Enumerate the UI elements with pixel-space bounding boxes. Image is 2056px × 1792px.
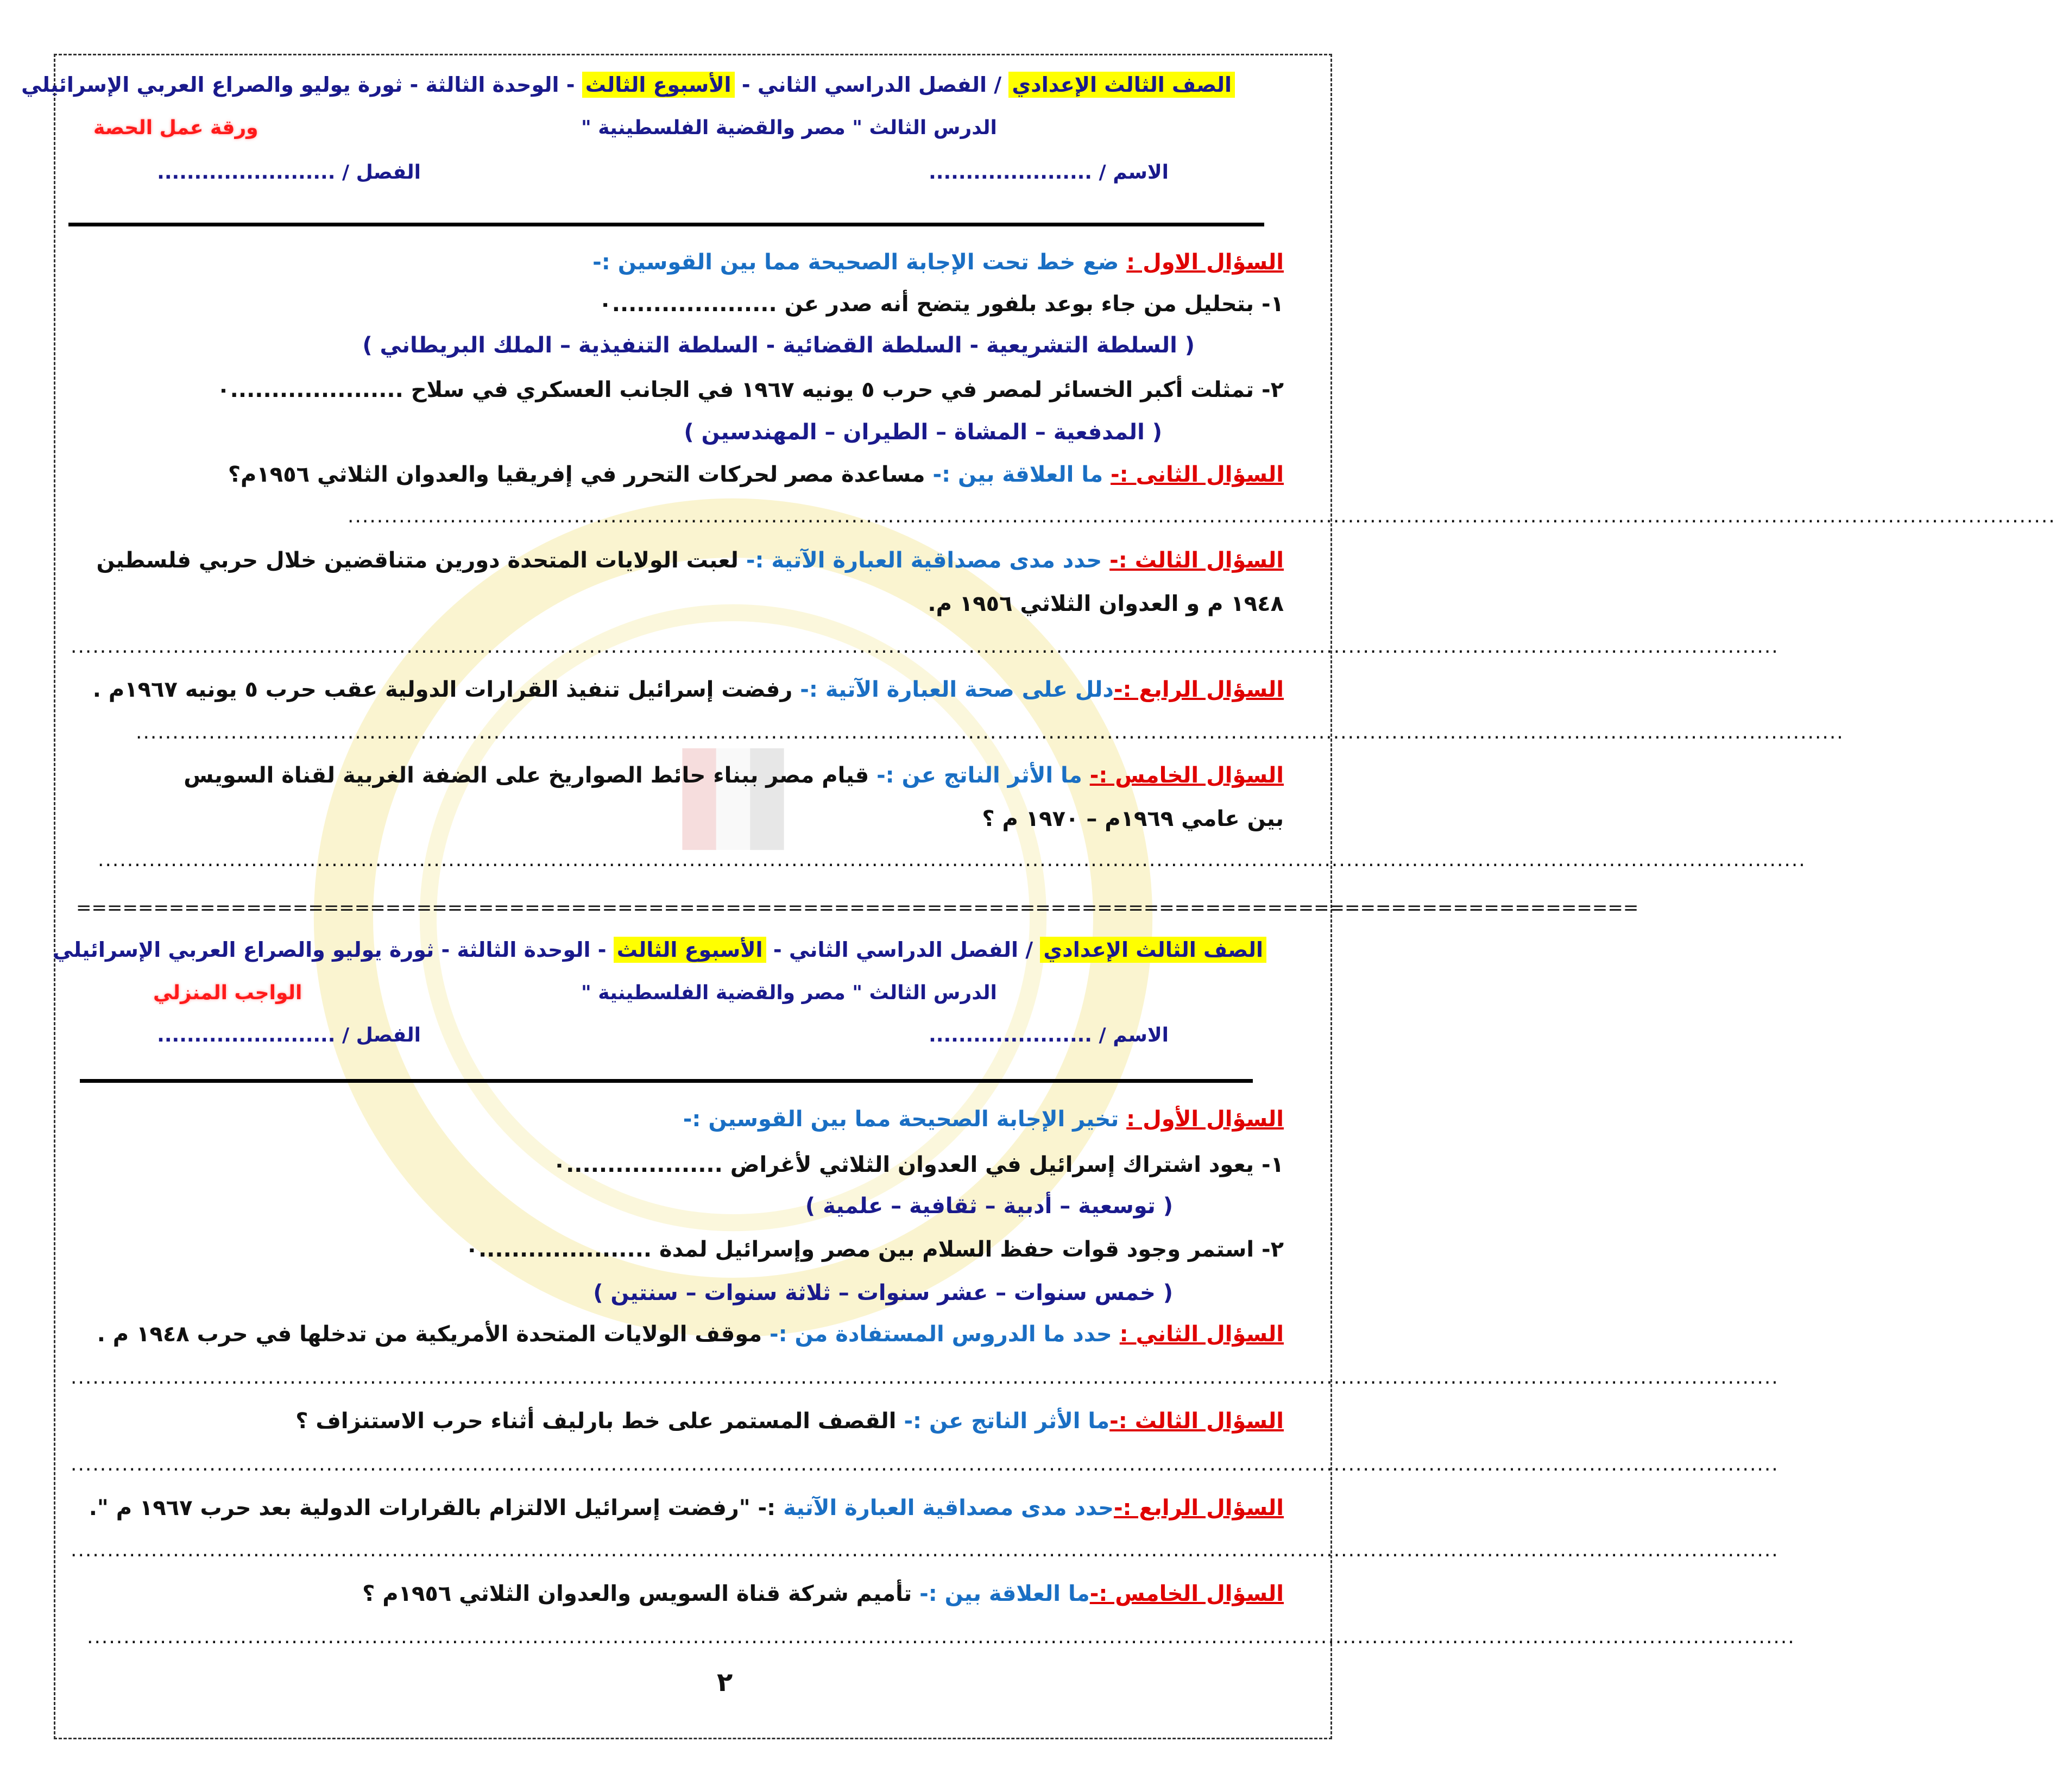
cw-q2 bbox=[228, 458, 1284, 491]
answer-line[interactable]: .......................................................................................................................................................................................................................................... bbox=[71, 1539, 1779, 1561]
q-instruction: ما الأثر الناتج عن :- bbox=[904, 1409, 1110, 1434]
answer-line[interactable]: .......................................................................................................................................................................................................................................... bbox=[71, 1453, 1779, 1475]
q-label: السؤال الاول : bbox=[1126, 250, 1284, 275]
q-label: السؤال الثانى :- bbox=[1111, 462, 1284, 487]
q-label: السؤال الرابع :- bbox=[1113, 677, 1284, 702]
grade-highlight: الصف الثالث الإعدادي bbox=[1040, 937, 1266, 963]
class-label: الفصل / bbox=[342, 161, 421, 184]
name-field[interactable] bbox=[929, 1019, 1169, 1052]
divider bbox=[68, 223, 1264, 226]
answer-line[interactable]: .......................................................................................................................................................................................................................................... bbox=[98, 849, 1806, 871]
class-field[interactable] bbox=[157, 156, 421, 189]
q-instruction: حدد مدى مصداقية العبارة الآتية bbox=[783, 1496, 1114, 1520]
unit: - الوحدة الثالثة - ثورة يوليو والصراع العربي الإسرائيلي bbox=[21, 73, 575, 97]
q-label: السؤال الأول : bbox=[1126, 1107, 1284, 1132]
homework-tag: الواجب المنزلي bbox=[153, 982, 302, 1004]
cw-q1-item-1-options[interactable]: ( السلطة التشريعية - السلطة القضائية - السلطة التنفيذية – الملك البريطاني ) bbox=[362, 333, 1195, 358]
cw-q5-cont: بين عامي ١٩٦٩م – ١٩٧٠ م ؟ bbox=[982, 806, 1284, 831]
answer-line[interactable]: .......................................................................................................................................................................................................................................... bbox=[87, 1626, 1795, 1648]
hw-q4 bbox=[89, 1492, 1284, 1524]
cw-q1-heading bbox=[592, 246, 1284, 279]
class-blank: ........................ bbox=[157, 1024, 336, 1046]
answer-line[interactable]: .......................................................................................................................................................................................................................................... bbox=[348, 505, 2056, 527]
name-blank: ...................... bbox=[929, 1024, 1092, 1046]
q-instruction: ما العلاقة بين :- bbox=[932, 462, 1103, 487]
class-field[interactable] bbox=[157, 1019, 421, 1052]
class-blank: ........................ bbox=[157, 161, 336, 184]
cw-q1-item-2: ٢- تمثلت أكبر الخسائر لمصر في حرب ٥ يونيه ١٩٦٧ في الجانب العسكري في سلاح .....................٠ bbox=[217, 377, 1284, 402]
term: / الفصل الدراسي الثاني - bbox=[741, 73, 1002, 97]
q-label: السؤال الرابع :- bbox=[1113, 1496, 1284, 1520]
q-text: رفضت إسرائيل تنفيذ القرارات الدولية عقب حرب ٥ يونيه ١٩٦٧م . bbox=[92, 677, 800, 702]
q-instruction: تخير الإجابة الصحيحة مما بين القوسين :- bbox=[683, 1107, 1119, 1132]
hw-q1-item-1: ١- يعود اشتراك إسرائيل في العدوان الثلاثي لأغراض ...................٠ bbox=[552, 1152, 1284, 1177]
q-instruction: حدد مدى مصداقية العبارة الآتية :- bbox=[746, 548, 1110, 573]
cw-q4 bbox=[93, 673, 1284, 706]
section-separator: ===================================================================================================== bbox=[76, 897, 1639, 919]
q-text: لعبت الولايات المتحدة دورين متناقضين خلال حربي فلسطين bbox=[96, 548, 746, 573]
answer-line[interactable]: .......................................................................................................................................................................................................................................... bbox=[71, 1366, 1779, 1389]
unit: - الوحدة الثالثة - ثورة يوليو والصراع العربي الإسرائيلي bbox=[53, 938, 607, 962]
q-text: القصف المستمر على خط بارليف أثناء حرب الاستنزاف ؟ bbox=[295, 1409, 904, 1434]
q-text: قيام مصر ببناء حائط الصواريخ على الضفة الغربية لقناة السويس bbox=[184, 763, 877, 788]
week-highlight: الأسبوع الثالث bbox=[582, 72, 735, 98]
cw-q5 bbox=[184, 759, 1284, 792]
q-instruction: ضع خط تحت الإجابة الصحيحة مما بين القوسين :- bbox=[592, 250, 1119, 275]
classwork-tag: ورقة عمل الحصة bbox=[93, 117, 258, 139]
cw-q3 bbox=[96, 544, 1284, 577]
cw-q1-item-2-options[interactable]: ( المدفعية – المشاة – الطيران – المهندسين ) bbox=[684, 420, 1162, 445]
header-line bbox=[21, 68, 1235, 101]
cw-q1-item-1: ١- بتحليل من جاء بوعد بلفور يتضح أنه صدر عن ....................٠ bbox=[598, 292, 1284, 317]
hw-q1-heading bbox=[683, 1103, 1284, 1135]
hw-q2 bbox=[97, 1318, 1284, 1351]
divider bbox=[80, 1079, 1253, 1083]
name-blank: ...................... bbox=[929, 161, 1092, 184]
q-text: موقف الولايات المتحدة الأمريكية من تدخلها في حرب ١٩٤٨ م . bbox=[97, 1322, 770, 1347]
cw-q3-cont: ١٩٤٨ م و العدوان الثلاثي ١٩٥٦ م. bbox=[928, 591, 1284, 616]
week-highlight: الأسبوع الثالث bbox=[614, 937, 766, 963]
q-label: السؤال الثاني : bbox=[1119, 1322, 1284, 1347]
q-instruction: ما الأثر الناتج عن :- bbox=[876, 763, 1082, 788]
q-text: تأميم شركة قناة السويس والعدوان الثلاثي ١٩٥٦م ؟ bbox=[362, 1581, 920, 1606]
q-label: السؤال الخامس :- bbox=[1089, 763, 1284, 788]
class-label: الفصل / bbox=[342, 1024, 421, 1046]
q-instruction: ما العلاقة بين :- bbox=[919, 1581, 1090, 1606]
hw-q1-item-2-options[interactable]: ( خمس سنوات – عشر سنوات – ثلاثة سنوات – سنتين ) bbox=[593, 1280, 1173, 1305]
page-number: ٢ bbox=[717, 1667, 733, 1698]
hw-q3 bbox=[295, 1405, 1284, 1437]
term: / الفصل الدراسي الثاني - bbox=[773, 938, 1033, 962]
q-instruction: حدد ما الدروس المستفادة من :- bbox=[770, 1322, 1112, 1347]
q-text: مساعدة مصر لحركات التحرر في إفريقيا والعدوان الثلاثي ١٩٥٦م؟ bbox=[228, 462, 933, 487]
header-line bbox=[53, 933, 1266, 966]
lesson-title: الدرس الثالث " مصر والقضية الفلسطينية " bbox=[581, 982, 997, 1004]
q-label: السؤال الثالث :- bbox=[1109, 1409, 1284, 1434]
grade-highlight: الصف الثالث الإعدادي bbox=[1008, 72, 1235, 98]
answer-line[interactable]: .......................................................................................................................................................................................................................................... bbox=[136, 721, 1844, 743]
hw-q5 bbox=[362, 1578, 1284, 1610]
q-label: السؤال الثالث :- bbox=[1109, 548, 1284, 573]
answer-line[interactable]: .......................................................................................................................................................................................................................................... bbox=[71, 635, 1779, 658]
q-text: :- "رفضت إسرائيل الالتزام بالقرارات الدولية بعد حرب ١٩٦٧ م ". bbox=[89, 1496, 784, 1520]
name-field[interactable] bbox=[929, 156, 1169, 189]
name-label: الاسم / bbox=[1099, 1024, 1169, 1046]
lesson-title: الدرس الثالث " مصر والقضية الفلسطينية " bbox=[581, 117, 997, 139]
q-instruction: دلل على صحة العبارة الآتية :- bbox=[800, 677, 1114, 702]
q-label: السؤال الخامس :- bbox=[1089, 1581, 1284, 1606]
name-label: الاسم / bbox=[1099, 161, 1169, 184]
hw-q1-item-2: ٢- استمر وجود قوات حفظ السلام بين مصر وإسرائيل لمدة .....................٠ bbox=[465, 1237, 1284, 1262]
hw-q1-item-1-options[interactable]: ( توسعية – أدبية – ثقافية – علمية ) bbox=[805, 1194, 1173, 1219]
